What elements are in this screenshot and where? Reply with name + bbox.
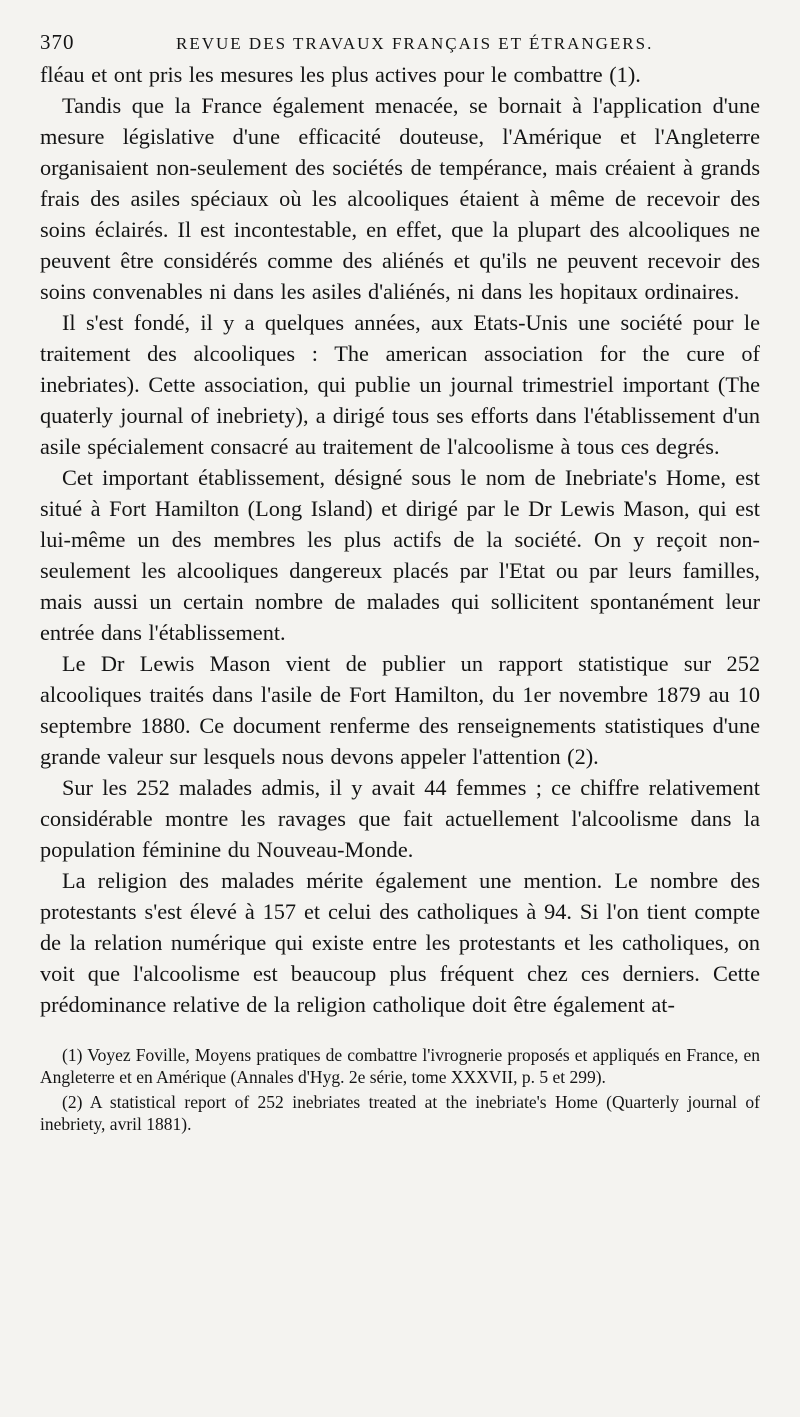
paragraph: Il s'est fondé, il y a quelques années, aux Etats-Unis une société pour le traitement des alcooliques : The american association for the cure of inebriates). Cette association, qui publie un journal trimestriel important (The quaterly journal of inebriety), a dirigé tous ses efforts dans l'établissement d'un asile spécialement consacré au traitement de l'alcoolisme à tous ces degrés. bbox=[40, 310, 760, 459]
footnote: (1) Voyez Foville, Moyens pratiques de combattre l'ivrognerie proposés et appliqués en France, en Angleterre et en Amérique (Annales d'Hyg. 2e série, tome XXXVII, p. 5 et 299). bbox=[40, 1045, 760, 1087]
paragraph: Tandis que la France également menacée, se bornait à l'application d'une mesure législative d'une efficacité douteuse, l'Amérique et l'Angleterre organisaient non-seulement des sociétés de tempérance, mais créaient à grands frais des asiles spéciaux où les alcooliques étaient à même de recevoir des soins éclairés. Il est incontestable, en effet, que la plupart des alcooliques ne peuvent être considérés comme des aliénés et qu'ils ne peuvent recevoir des soins convenables ni dans les asiles d'aliénés, ni dans les hopitaux ordinaires. bbox=[40, 93, 760, 304]
paragraph: fléau et ont pris les mesures les plus actives pour le combattre (1). bbox=[40, 62, 641, 87]
page-number: 370 bbox=[40, 30, 75, 54]
running-title: REVUE DES TRAVAUX FRANÇAIS ET ÉTRANGERS. bbox=[176, 34, 654, 53]
paragraph: Cet important établissement, désigné sous le nom de Inebriate's Home, est situé à Fort Hamilton (Long Island) et dirigé par le Dr Lewis Mason, qui est lui-même un des membres les plus actifs de la société. On y reçoit non-seulement les alcooliques dangereux placés par l'Etat ou par leurs familles, mais aussi un certain nombre de malades qui sollicitent spontanément leur entrée dans l'établissement. bbox=[40, 465, 760, 645]
footnotes bbox=[40, 1044, 760, 1135]
paragraph: Le Dr Lewis Mason vient de publier un rapport statistique sur 252 alcooliques traités dans l'asile de Fort Hamilton, du 1er novembre 1879 au 10 septembre 1880. Ce document renferme des renseignements statistiques d'une grande valeur sur lesquels nous devons appeler l'attention (2). bbox=[40, 651, 760, 769]
paragraph: La religion des malades mérite également une mention. Le nombre des protestants s'est élevé à 157 et celui des catholiques à 94. Si l'on tient compte de la relation numérique qui existe entre les protestants et les catholiques, on voit que l'alcoolisme est beaucoup plus fréquent chez ces derniers. Cette prédominance relative de la religion catholique doit être également at- bbox=[40, 868, 760, 1017]
paragraph: Sur les 252 malades admis, il y avait 44 femmes ; ce chiffre relativement considérable montre les ravages que fait actuellement l'alcoolisme dans la population féminine du Nouveau-Monde. bbox=[40, 775, 760, 862]
body-text bbox=[40, 59, 760, 1020]
page-header bbox=[40, 30, 760, 55]
footnote: (2) A statistical report of 252 inebriates treated at the inebriate's Home (Quarterly journal of inebriety, avril 1881). bbox=[40, 1092, 760, 1134]
